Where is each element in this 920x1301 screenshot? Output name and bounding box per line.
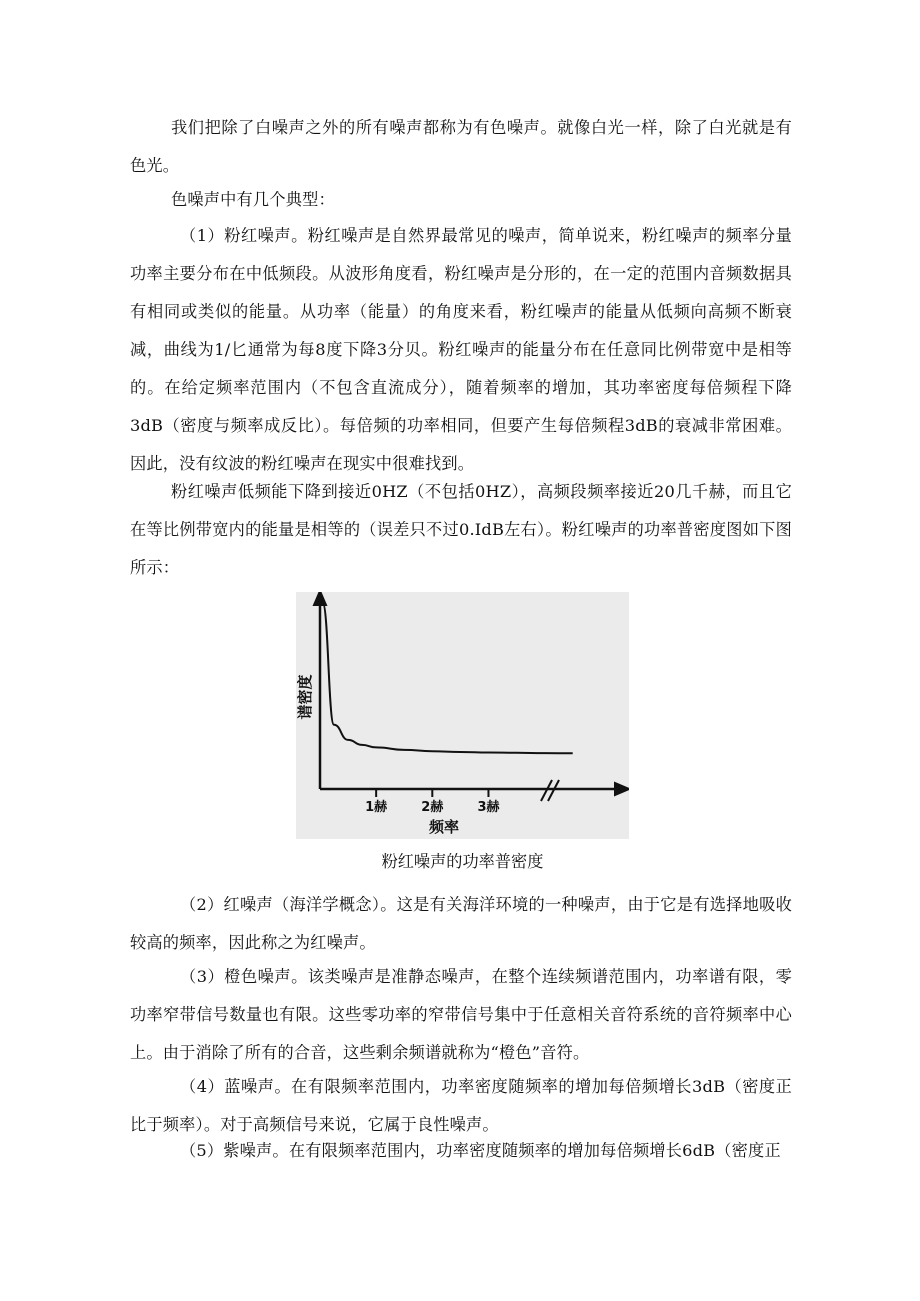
y-axis-label: 谱密度 [296, 674, 314, 720]
paragraph-blue-noise: （4）蓝噪声。在有限频率范围内，功率密度随频率的增加每倍频增长3dB（密度正比于频率）。对于高频信号来说，它属于良性噪声。 [130, 1077, 792, 1134]
figure-caption: 粉红噪声的功率普密度 [381, 852, 544, 871]
paragraph-pink-noise-range: 粉红噪声低频能下降到接近0HZ（不包括0HZ），高频段频率接近20几千赫，而且它在等比例带宽内的能量是相等的（误差只不过0.IdB左右）。粉红噪声的功率普密度图如下图所示： [130, 482, 792, 577]
paragraph-red-noise: （2）红噪声（海洋学概念）。这是有关海洋环境的一种噪声，由于它是有选择地吸收较高的频率，因此称之为红噪声。 [130, 895, 792, 952]
x-tick-label-1: 1赫 [365, 800, 388, 815]
paragraph-orange-noise: （3）橙色噪声。该类噪声是准静态噪声，在整个连续频谱范围内，功率谱有限，零功率窄带信号数量也有限。这些零功率的窄带信号集中于任意相关音符系统的音符频率中心上。由于消除了所有的合音，这些剩余频谱就称为“橙色”音符。 [130, 967, 792, 1062]
psd-series-line [323, 604, 573, 754]
paragraph-colored-noise-intro: 我们把除了白噪声之外的所有噪声都称为有色噪声。就像白光一样，除了白光就是有色光。 [130, 118, 792, 175]
x-axis-break-mark [541, 780, 559, 801]
x-tick-label-2: 2赫 [421, 800, 444, 815]
pink-noise-psd-figure [296, 592, 629, 839]
pink-noise-psd-chart [296, 592, 629, 839]
paragraph-pink-noise: （1）粉红噪声。粉红噪声是自然界最常见的噪声，简单说来，粉红噪声的频率分量功率主要分布在中低频段。从波形角度看，粉红噪声是分形的，在一定的范围内音频数据具有相同或类似的能量。从功率（能量）的角度来看，粉红噪声的能量从低频向高频不断衰减，曲线为1/匕通常为每8度下降3分贝。粉红噪声的能量分布在任意同比例带宽中是相等的。在给定频率范围内（不包含直流成分），随着频率的增加，其功率密度每倍频程下降3dB（密度与频率成反比）。每倍频的功率相同，但要产生每倍频程3dB的衰减非常困难。因此，没有纹波的粉红噪声在现实中很难找到。 [130, 226, 792, 473]
x-axis-label: 频率 [428, 818, 460, 836]
x-tick-label-group [365, 799, 500, 815]
paragraph-violet-noise: （5）紫噪声。在有限频率范围内，功率密度随频率的增加每倍频增长6dB（密度正 [180, 1141, 781, 1160]
x-tick-label-3: 3赫 [477, 800, 500, 815]
paragraph-typical-types: 色噪声中有几个典型： [171, 190, 335, 209]
